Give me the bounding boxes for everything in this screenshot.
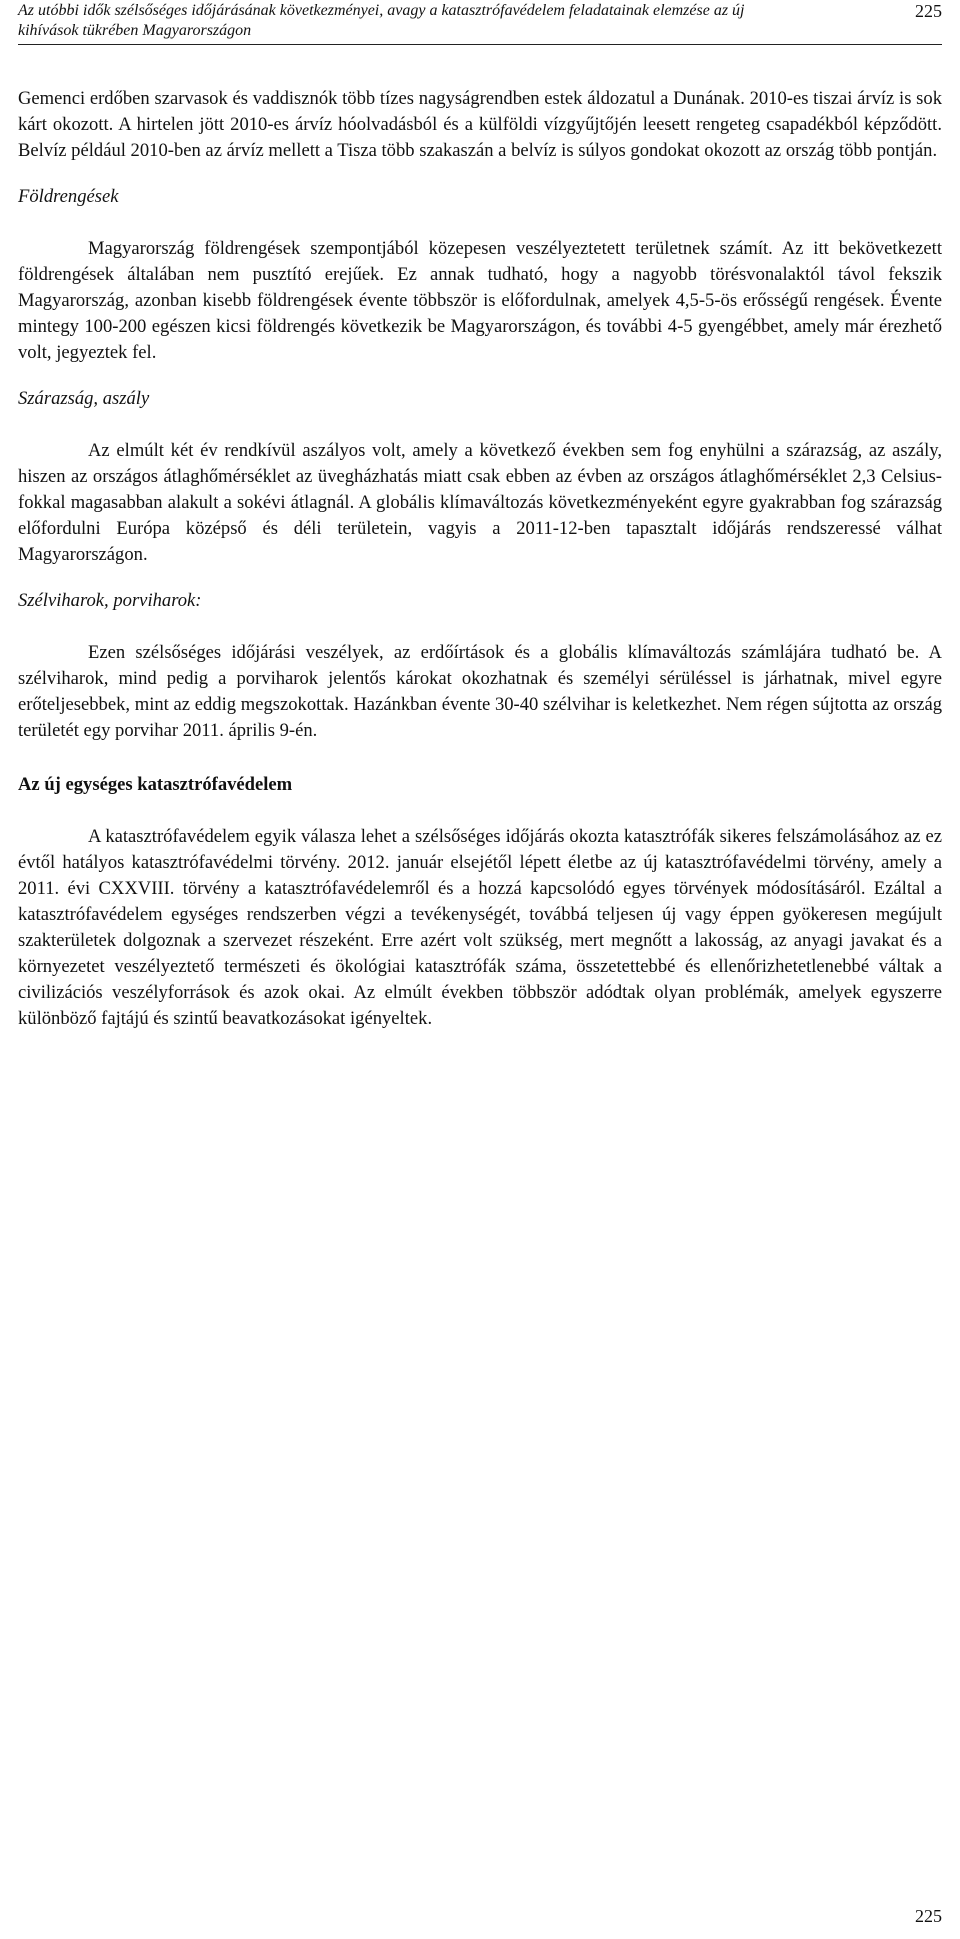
paragraph-disaster-management: A katasztrófavédelem egyik válasza lehet a szélsőséges időjárás okozta katasztrófák sikeres felszámolásához az ez évtől hatályos katasztrófavédelmi törvény. 2012. január elsejétől lépett életbe az új katasztrófavédelmi törvény, amely a 2011. évi CXXVIII. törvény a katasztrófavédelemről és a hozzá kapcsolódó egyes törvények módosításáról. Ezáltal a katasztrófavédelem egységes rendszerben végzi a tevékenységét, továbbá teljesen új vagy éppen gyökeresen megújult szakterületek dolgoznak a szervezet részeként. Erre azért volt szükség, mert megnőtt a lakosság, az anyagi javakat és a környezetet veszélyeztető természeti és ökológiai katasztrófák száma, összetettebbé és ellenőrizhetetlenebbé váltak a civilizációs veszélyforrások és azok okai. Az elmúlt években többször adódtak olyan problémák, amelyek egyszerre különböző fajtájú és szintű beavatkozásokat igényeltek. [18, 826, 942, 1029]
paragraph-earthquakes: Magyarország földrengések szempontjából közepesen veszélyeztetett területnek számít. Az itt bekövetkezett földrengések általában nem pusztító erejűek. Ez annak tudható, hogy a nagyobb törésvonalaktól távol fekszik Magyarország, azonban kisebb földrengések évente többször is előfordulnak, amelyek 4,5-5-ös erősségű rengések. Évente mintegy 100-200 egészen kicsi földrengés következik be Magyarországon, és további 4-5 gyengébbet, amely már érezhető volt, jegyeztek fel. [18, 238, 942, 363]
section-heading-storms: Szélviharok, porviharok: [18, 590, 202, 611]
section-heading-main: Az új egységes katasztrófavédelem [18, 774, 293, 795]
footer-page-number: 225 [915, 1906, 942, 1926]
section-heading-earthquakes: Földrengések [18, 186, 119, 207]
document-page [18, 0, 942, 1939]
running-header [18, 1, 942, 45]
paragraph-drought: Az elmúlt két év rendkívül aszályos volt, amely a következő években sem fog enyhülni a szárazság, az aszály, hiszen az országos átlaghőmérséklet az üvegházhatás miatt csak ebben az évben az országos átlaghőmérséklet 2,3 Celsius-fokkal magasabban alakult a sokévi átlagnál. A globális klímaváltozás következményeként egyre gyakrabban fog szárazság előfordulni Európa középső és déli területein, vagyis a 2011-12-ben tapasztalt időjárás rendszeressé válhat Magyarországon. [18, 440, 942, 565]
document-body [18, 86, 942, 1032]
header-page-number: 225 [915, 1, 942, 21]
paragraph-storms: Ezen szélsőséges időjárási veszélyek, az erdőírtások és a globális klímaváltozás számlájára tudható be. A szélviharok, mind pedig a porviharok jelentős károkat okozhatnak és személyi sérüléssel is járhatnak, mivel egyre erőteljesebbek, mint az eddig megszokottak. Hazánkban évente 30-40 szélvihar is keletkezhet. Nem régen sújtotta az ország területét egy porvihar 2011. április 9-én. [18, 642, 942, 741]
paragraph-intro: Gemenci erdőben szarvasok és vaddisznók több tízes nagyságrendben estek áldozatul a Dunának. 2010-es tiszai árvíz is sok kárt okozott. A hirtelen jött 2010-es árvíz hóolvadásból és a külföldi vízgyűjtőjén leesett rengeteg csapadékból képződött. Belvíz például 2010-ben az árvíz mellett a Tisza több szakaszán a belvíz is súlyos gondokat okozott az ország több pontján. [18, 88, 942, 161]
running-header-title: Az utóbbi idők szélsőséges időjárásának következményei, avagy a katasztrófavédelem feladatainak elemzése az új kihívások tükrében Magyarországon [18, 2, 745, 39]
section-heading-drought: Szárazság, aszály [18, 388, 150, 409]
